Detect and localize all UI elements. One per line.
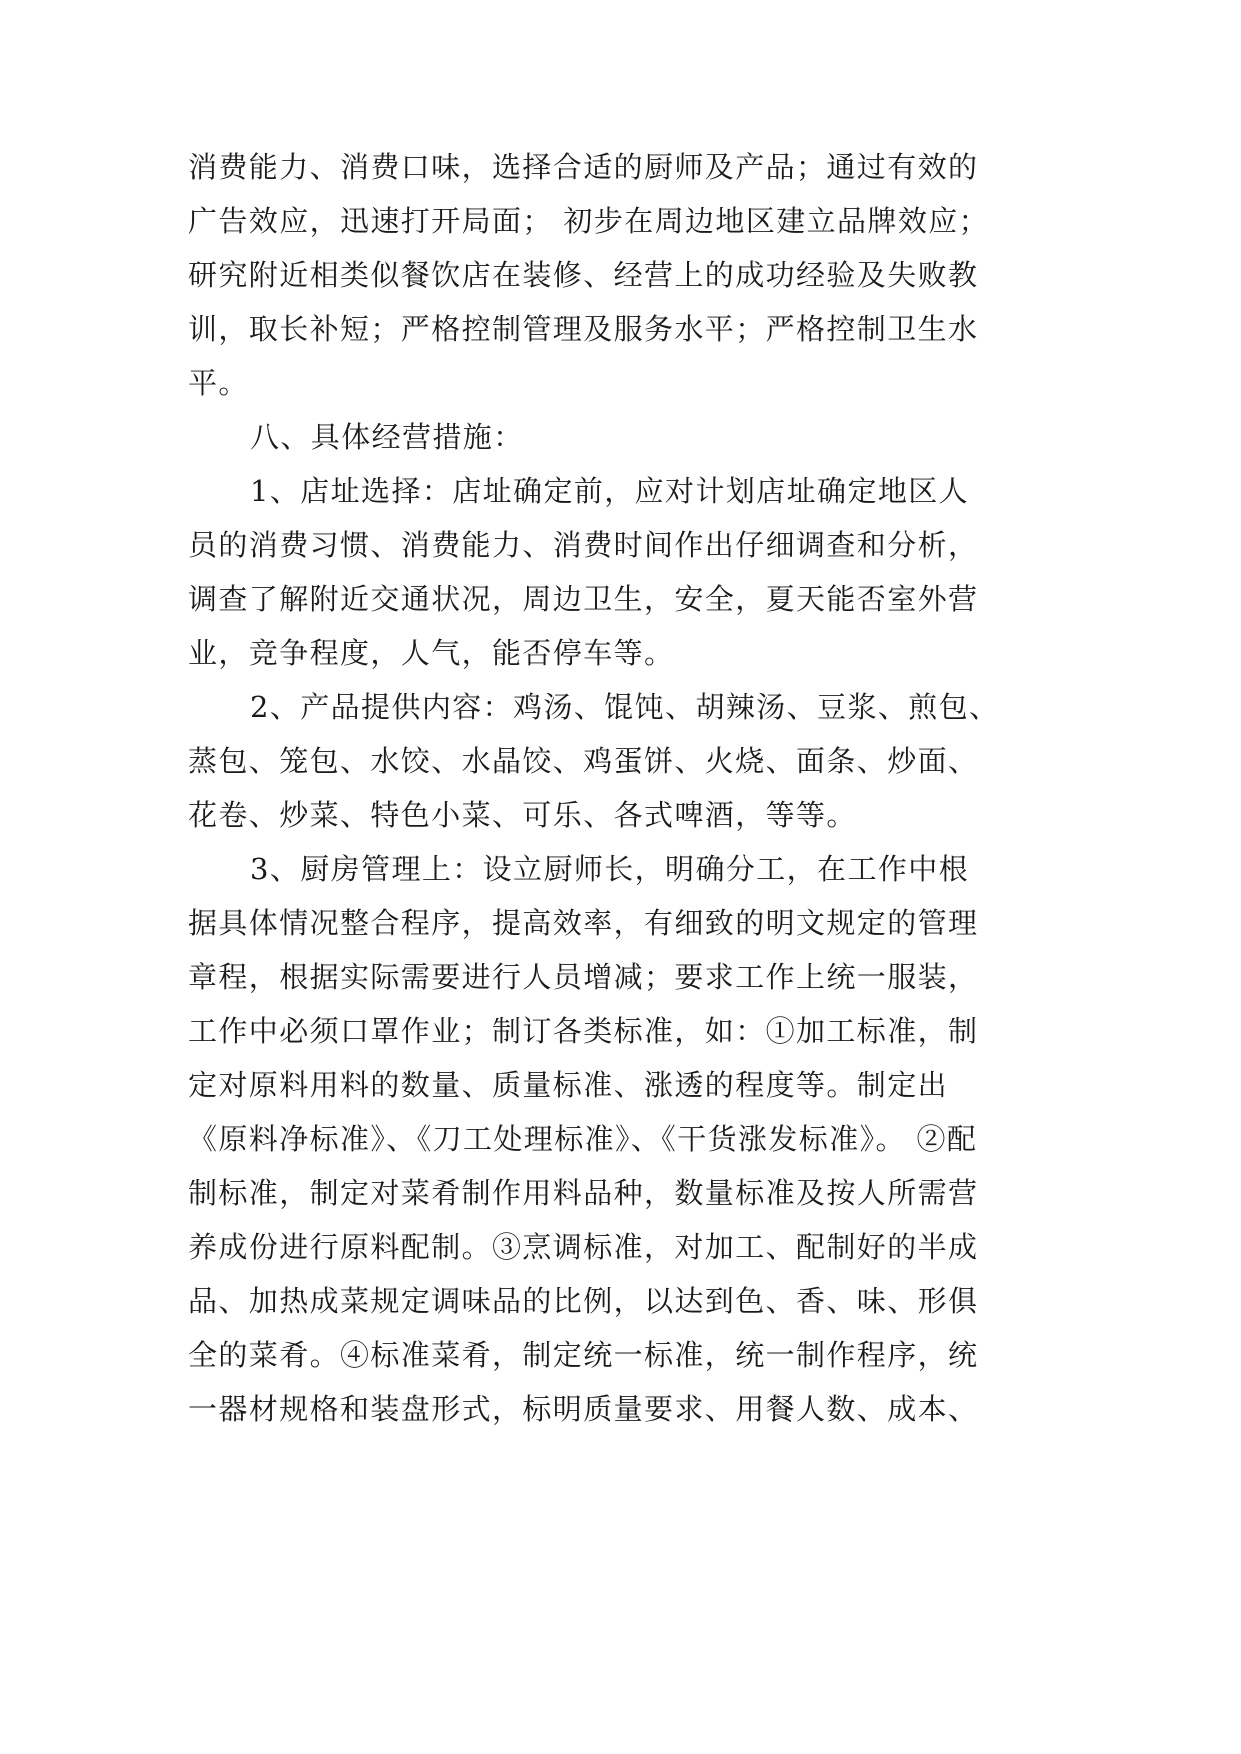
text-line: 员的消费习惯、消费能力、消费时间作出仔细调查和分析， [188,528,979,562]
text-line: 业，竞争程度，人气，能否停车等。 [188,636,675,670]
text-line: 一器材规格和装盘形式，标明质量要求、用餐人数、成本、 [188,1392,979,1426]
text-line: 1、店址选择：店址确定前，应对计划店址确定地区人 [250,474,970,508]
text-line: 2、产品提供内容：鸡汤、馄饨、胡辣汤、豆浆、煎包、 [250,690,1000,724]
text-line: 工作中必须口罩作业；制订各类标准，如：①加工标准，制 [188,1014,979,1048]
text-line: 定对原料用料的数量、质量标准、涨透的程度等。制定出 [188,1068,949,1102]
text-line: 据具体情况整合程序，提高效率，有细致的明文规定的管理 [188,906,979,940]
text-line: 广告效应，迅速打开局面； 初步在周边地区建立品牌效应； [188,204,990,238]
text-line: 制标准，制定对菜肴制作用料品种，数量标准及按人所需营 [188,1176,979,1210]
text-line: 《原料净标准》、《刀工处理标准》、《干货涨发标准》。 ②配 [188,1122,978,1156]
text-line: 蒸包、笼包、水饺、水晶饺、鸡蛋饼、火烧、面条、炒面、 [188,744,979,778]
text-line: 品、加热成菜规定调味品的比例，以达到色、香、味、形俱 [188,1284,979,1318]
text-line: 调查了解附近交通状况，周边卫生，安全，夏天能否室外营 [188,582,979,616]
text-line: 消费能力、消费口味，选择合适的厨师及产品；通过有效的 [188,150,979,184]
text-line: 花卷、炒菜、特色小菜、可乐、各式啤酒，等等。 [188,798,857,832]
text-line: 章程，根据实际需要进行人员增减；要求工作上统一服装， [188,960,979,994]
text-line: 平。 [188,366,249,400]
text-line: 3、厨房管理上：设立厨师长，明确分工，在工作中根 [250,852,970,886]
section-heading: 八、具体经营措施： [250,420,524,454]
text-line: 训，取长补短；严格控制管理及服务水平；严格控制卫生水 [188,312,979,346]
text-line: 全的菜肴。④标准菜肴，制定统一标准，统一制作程序，统 [188,1338,979,1372]
text-line: 养成份进行原料配制。③烹调标准，对加工、配制好的半成 [188,1230,979,1264]
text-line: 研究附近相类似餐饮店在装修、经营上的成功经验及失败教 [188,258,979,292]
